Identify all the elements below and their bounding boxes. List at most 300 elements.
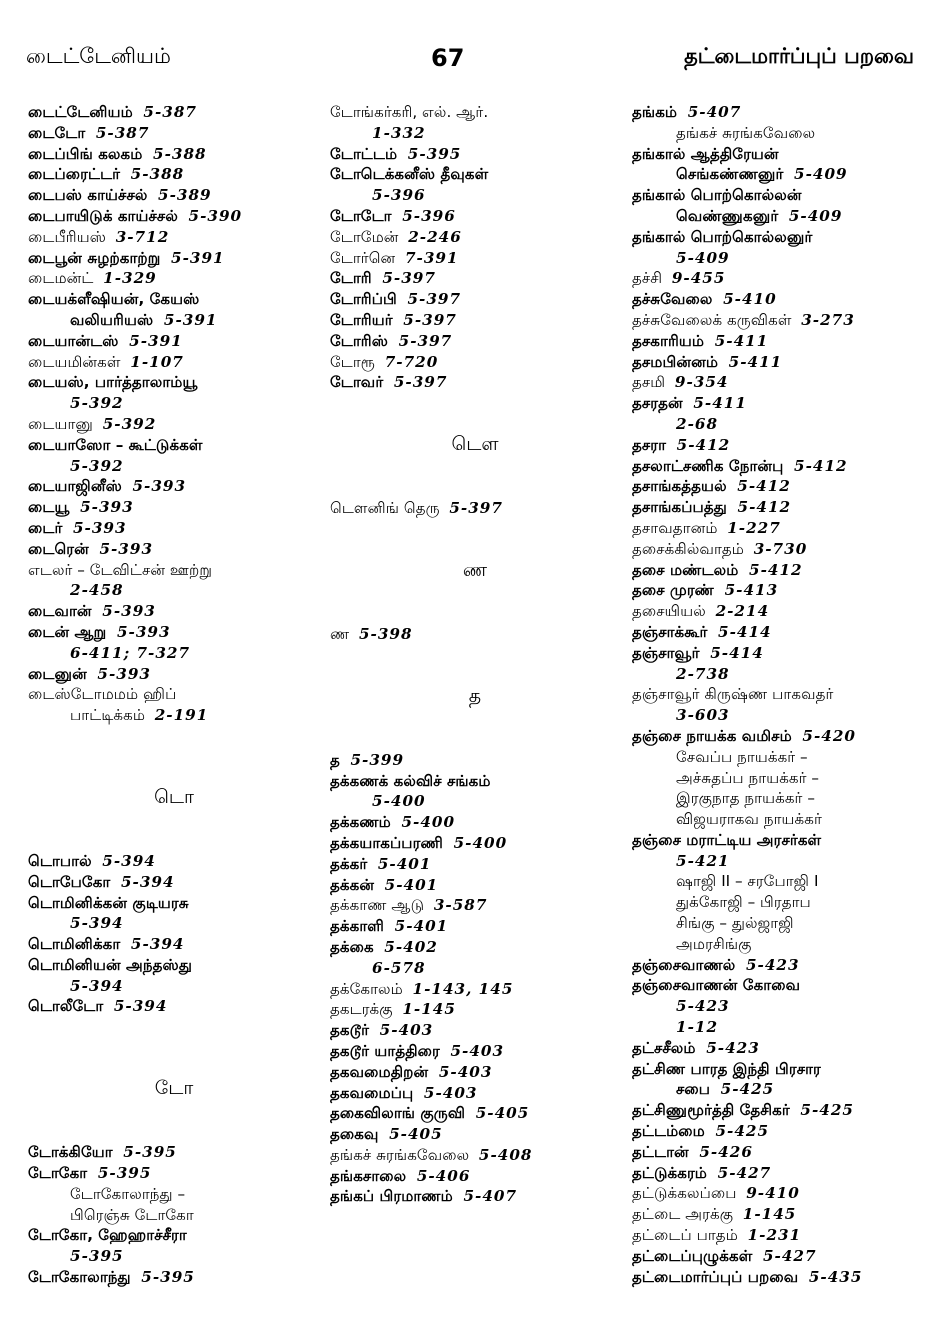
entry-term: இரகுநாத நாயக்கர் – bbox=[676, 789, 815, 808]
entry-term: தங்கால் ஆத்திரேயன் bbox=[632, 144, 779, 163]
entry-page-ref: 5-394 bbox=[102, 851, 156, 870]
index-entry bbox=[330, 833, 620, 854]
entry-term: டொபேகோ bbox=[28, 872, 111, 891]
entry-term: டையாஜினீஸ் bbox=[28, 477, 122, 496]
index-entry bbox=[632, 1038, 932, 1059]
index-entry bbox=[330, 352, 620, 373]
index-entry bbox=[28, 289, 320, 310]
entry-page-ref: 5-412 bbox=[794, 456, 848, 475]
entry-term: டொமினியன் அந்தஸ்து bbox=[28, 955, 192, 974]
index-entry bbox=[632, 289, 932, 310]
index-entry bbox=[330, 227, 620, 248]
entry-term: டையாஸோ – கூட்டுக்கள் bbox=[28, 435, 203, 454]
index-entry bbox=[632, 372, 932, 393]
index-entry bbox=[28, 539, 320, 560]
entry-page-ref: 5-412 bbox=[737, 477, 791, 496]
entry-page-ref: 1-143, 145 bbox=[412, 979, 514, 998]
index-entry bbox=[28, 331, 320, 352]
index-entry bbox=[28, 872, 320, 893]
entry-page-ref: 5-405 bbox=[389, 1125, 443, 1144]
entry-page-ref: 5-423 bbox=[676, 997, 730, 1016]
index-entry bbox=[28, 227, 320, 248]
entry-term: டோர்னெ bbox=[330, 248, 396, 267]
entry-page-ref: 5-395 bbox=[70, 1247, 124, 1266]
spacer bbox=[330, 393, 620, 433]
entry-page-ref: 5-395 bbox=[141, 1268, 195, 1287]
page-number: 67 bbox=[431, 44, 465, 72]
entry-term: தஞ்சைவாணன் கோவை bbox=[632, 976, 801, 995]
entry-page-ref: 2-68 bbox=[676, 414, 719, 433]
entry-page-ref: 5-435 bbox=[808, 1267, 863, 1286]
entry-term: தட்டம்மை bbox=[632, 1122, 705, 1141]
spacer bbox=[330, 584, 620, 624]
index-entry bbox=[330, 1166, 620, 1187]
entry-term: தட்டுக்கலப்பை bbox=[632, 1184, 737, 1203]
index-entry bbox=[28, 934, 320, 955]
index-entry bbox=[28, 1163, 320, 1184]
entry-term: தங்கசாலை bbox=[330, 1166, 407, 1185]
entry-term: டைட்டேனியம் bbox=[28, 103, 133, 121]
index-entry bbox=[28, 456, 320, 477]
entry-page-ref: 1-145 bbox=[742, 1205, 797, 1224]
entry-term: டோரியர் bbox=[330, 310, 393, 329]
index-entry bbox=[28, 123, 320, 144]
index-entry bbox=[632, 601, 932, 622]
entry-page-ref: 5-414 bbox=[710, 643, 764, 662]
index-entry bbox=[632, 414, 932, 435]
entry-page-ref: 5-403 bbox=[379, 1021, 434, 1040]
entry-term: டைடோ bbox=[28, 123, 86, 142]
entry-page-ref: 5-425 bbox=[715, 1122, 770, 1141]
entry-page-ref: 5-397 bbox=[407, 290, 462, 309]
spacer bbox=[330, 710, 620, 750]
spacer bbox=[330, 519, 620, 559]
index-entry bbox=[330, 979, 620, 1000]
index-entry bbox=[330, 937, 620, 958]
index-entry bbox=[632, 684, 932, 705]
index-entry bbox=[330, 123, 620, 144]
entry-page-ref: 5-397 bbox=[403, 310, 457, 329]
entry-term: தக்காண ஆடு bbox=[330, 896, 425, 915]
index-entry bbox=[632, 1142, 932, 1163]
entry-term: தச்சுவேலைக் கருவிகள் bbox=[632, 310, 792, 329]
entry-term: தசரதன் bbox=[632, 394, 683, 413]
page-header bbox=[26, 44, 914, 80]
index-entry bbox=[632, 1225, 932, 1246]
entry-page-ref: 5-412 bbox=[737, 498, 792, 517]
index-entry bbox=[330, 310, 620, 331]
entry-term: டோரிப்பி bbox=[330, 290, 397, 309]
entry-page-ref: 5-391 bbox=[163, 310, 218, 329]
section-heading: டொ bbox=[154, 785, 194, 808]
entry-term: தகடூர் bbox=[330, 1021, 370, 1040]
entry-page-ref: 5-397 bbox=[449, 499, 503, 518]
entry-term: தக்கர் bbox=[330, 854, 368, 873]
entry-page-ref: 5-405 bbox=[475, 1104, 530, 1123]
index-entry bbox=[632, 1246, 932, 1267]
index-entry bbox=[28, 664, 320, 685]
index-entry bbox=[28, 206, 320, 227]
index-entry bbox=[330, 1103, 620, 1124]
running-head-left: டைட்டேனியம் bbox=[26, 44, 171, 68]
entry-term: டோவர் bbox=[330, 373, 384, 392]
entry-term: தகைவிலாங் குருவி bbox=[330, 1104, 466, 1123]
entry-page-ref: 2-738 bbox=[676, 664, 730, 683]
spacer bbox=[330, 645, 620, 685]
index-entry bbox=[28, 580, 320, 601]
entry-term: தங்கம் bbox=[632, 103, 678, 121]
entry-term: தக்கன் bbox=[330, 875, 375, 894]
index-entry bbox=[28, 414, 320, 435]
index-entry bbox=[632, 809, 932, 830]
index-entry bbox=[28, 851, 320, 872]
entry-term: டோடோ bbox=[330, 206, 392, 225]
index-entry bbox=[28, 996, 320, 1017]
entry-term: தசை மண்டலம் bbox=[632, 560, 739, 579]
index-entry bbox=[330, 771, 620, 792]
entry-term: சிங்கு – துல்ஜாஜி bbox=[676, 914, 794, 933]
entry-page-ref: 9-354 bbox=[674, 373, 729, 392]
entry-page-ref: 5-403 bbox=[423, 1083, 478, 1102]
entry-page-ref: 5-396 bbox=[402, 206, 456, 225]
index-entry bbox=[632, 206, 932, 227]
index-entry bbox=[28, 352, 320, 373]
spacer bbox=[28, 811, 320, 851]
index-entry bbox=[330, 1062, 620, 1083]
index-entry bbox=[28, 497, 320, 518]
entry-term: தக்கணக் கல்விச் சங்கம் bbox=[330, 771, 491, 790]
entry-page-ref: 5-426 bbox=[699, 1142, 753, 1161]
index-entry bbox=[330, 875, 620, 896]
index-entry bbox=[632, 1183, 932, 1204]
entry-term: டைரென் bbox=[28, 539, 89, 558]
entry-term: தங்கச் சுரங்கவேலை bbox=[330, 1145, 470, 1164]
entry-page-ref: 5-388 bbox=[130, 165, 185, 184]
index-entry bbox=[632, 622, 932, 643]
entry-term: டொமினிக்கன் குடியரசு bbox=[28, 893, 189, 912]
entry-term: தங்கப் பிரமாணம் bbox=[330, 1187, 453, 1206]
spacer bbox=[28, 1102, 320, 1142]
index-entry bbox=[28, 518, 320, 539]
index-entry bbox=[330, 498, 620, 519]
entry-page-ref: 5-394 bbox=[120, 872, 175, 891]
entry-page-ref: 5-401 bbox=[384, 875, 439, 894]
entry-page-ref: 5-402 bbox=[384, 937, 438, 956]
entry-term: டோக்கியோ bbox=[28, 1143, 113, 1162]
index-entry bbox=[28, 185, 320, 206]
index-entry bbox=[330, 1186, 620, 1207]
index-entry bbox=[632, 726, 932, 747]
entry-term: தக்கணம் bbox=[330, 813, 391, 832]
entry-term: தச்சி bbox=[632, 269, 663, 288]
index-entry bbox=[632, 768, 932, 789]
index-entry bbox=[632, 518, 932, 539]
entry-term: டையஸ், பார்த்தாலாம்யூ bbox=[28, 373, 198, 392]
index-entry bbox=[632, 830, 932, 851]
entry-page-ref: 9-410 bbox=[746, 1184, 800, 1203]
entry-term: செங்கண்ணனுர் bbox=[676, 165, 784, 184]
entry-term: டையமின்கள் bbox=[28, 352, 121, 371]
entry-page-ref: 1-231 bbox=[747, 1226, 802, 1245]
entry-term: டைர் bbox=[28, 518, 63, 537]
entry-term: டைப்ரைட்டர் bbox=[28, 165, 121, 184]
index-entry bbox=[330, 206, 620, 227]
entry-term: தகடூர் யாத்திரை bbox=[330, 1041, 440, 1060]
entry-term: டோகோலாந்து – bbox=[70, 1184, 186, 1203]
index-entry bbox=[330, 624, 620, 645]
entry-term: தசகாரியம் bbox=[632, 331, 705, 350]
index-entry bbox=[632, 892, 932, 913]
index-entry bbox=[330, 268, 620, 289]
index-entry bbox=[632, 456, 932, 477]
entry-term: டைபூன் சுழற்காற்று bbox=[28, 248, 161, 267]
index-entry bbox=[330, 102, 620, 123]
entry-term: டையக்ளீஷியன், கேயஸ் bbox=[28, 290, 200, 309]
index-entry bbox=[28, 268, 320, 289]
entry-page-ref: 2-246 bbox=[408, 227, 462, 246]
entry-page-ref: 5-406 bbox=[416, 1166, 471, 1185]
entry-term: பிரெஞ்சு டோகோ bbox=[70, 1205, 194, 1224]
entry-term: டோரூ bbox=[330, 352, 376, 371]
entry-page-ref: 2-214 bbox=[715, 602, 770, 621]
entry-page-ref: 5-410 bbox=[723, 290, 777, 309]
entry-term: தட்சசீலம் bbox=[632, 1038, 696, 1057]
entry-term: தங்கால் பொற்கொல்லனுர் bbox=[632, 227, 813, 246]
entry-term: தட்டுக்கரம் bbox=[632, 1163, 708, 1182]
index-entry bbox=[632, 393, 932, 414]
index-entry bbox=[330, 854, 620, 875]
entry-page-ref: 5-423 bbox=[745, 955, 800, 974]
entry-page-ref: 5-423 bbox=[706, 1038, 760, 1057]
index-entry bbox=[632, 435, 932, 456]
index-entry bbox=[632, 227, 932, 248]
entry-term: டைவான் bbox=[28, 602, 92, 621]
index-entry bbox=[632, 1059, 932, 1080]
entry-page-ref: 5-391 bbox=[171, 248, 225, 267]
entry-page-ref: 3-603 bbox=[676, 706, 730, 725]
section-heading: டோ bbox=[154, 1077, 194, 1100]
index-entry bbox=[28, 476, 320, 497]
entry-page-ref: 5-409 bbox=[676, 248, 730, 267]
entry-page-ref: 5-393 bbox=[102, 602, 156, 621]
entry-page-ref: 5-427 bbox=[762, 1246, 817, 1265]
index-entry bbox=[330, 791, 620, 812]
entry-term: தகவமைப்பு bbox=[330, 1083, 414, 1102]
entry-page-ref: 1-329 bbox=[103, 269, 157, 288]
entry-page-ref: 5-392 bbox=[102, 414, 157, 433]
entry-page-ref: 1-227 bbox=[727, 518, 781, 537]
entry-page-ref: 5-411 bbox=[693, 394, 747, 413]
entry-page-ref: 6-578 bbox=[372, 958, 426, 977]
index-entry bbox=[28, 893, 320, 914]
spacer bbox=[330, 458, 620, 498]
entry-term: தஞ்சாக்கூர் bbox=[632, 622, 708, 641]
entry-page-ref: 5-403 bbox=[450, 1041, 505, 1060]
index-entry bbox=[632, 497, 932, 518]
index-entry bbox=[330, 144, 620, 165]
index-entry bbox=[330, 1020, 620, 1041]
entry-page-ref: 5-397 bbox=[393, 373, 448, 392]
entry-page-ref: 5-400 bbox=[453, 833, 508, 852]
entry-page-ref: 5-421 bbox=[676, 851, 730, 870]
entry-page-ref: 5-397 bbox=[382, 269, 436, 288]
entry-term: டைபஸ் காய்ச்சல் bbox=[28, 186, 148, 205]
index-entry bbox=[330, 895, 620, 916]
entry-term: தட்சிணுமூர்த்தி தேசிகர் bbox=[632, 1101, 790, 1120]
entry-term: அச்சுதப்ப நாயக்கர் – bbox=[676, 768, 820, 787]
entry-page-ref: 5-398 bbox=[358, 624, 413, 643]
index-entry bbox=[28, 622, 320, 643]
index-entry bbox=[632, 788, 932, 809]
entry-page-ref: 3-730 bbox=[753, 539, 808, 558]
entry-term: வலியரியஸ் bbox=[70, 310, 154, 329]
section-heading: டௌ bbox=[451, 433, 499, 456]
index-entry bbox=[28, 913, 320, 934]
index-entry bbox=[632, 1204, 932, 1225]
entry-page-ref: 5-394 bbox=[70, 976, 124, 995]
entry-term: டௌனிங் தெரு bbox=[330, 499, 440, 518]
entry-page-ref: 9-455 bbox=[671, 269, 726, 288]
entry-page-ref: 7-391 bbox=[404, 248, 459, 267]
entry-term: தசையியல் bbox=[632, 602, 706, 621]
entry-term: தசை முரண் bbox=[632, 581, 714, 600]
entry-term: சபை bbox=[676, 1080, 711, 1099]
index-entry bbox=[330, 331, 620, 352]
index-entry bbox=[632, 996, 932, 1017]
entry-page-ref: 1-332 bbox=[372, 123, 426, 142]
index-entry bbox=[28, 164, 320, 185]
entry-term: தஞ்சைவாணல் bbox=[632, 955, 736, 974]
entry-term: வெண்ணுகனுர் bbox=[676, 206, 779, 225]
index-entry bbox=[632, 851, 932, 872]
spacer bbox=[28, 1017, 320, 1077]
entry-page-ref: 5-393 bbox=[99, 539, 154, 558]
index-entry bbox=[632, 643, 932, 664]
index-entry bbox=[28, 393, 320, 414]
entry-page-ref: 5-393 bbox=[116, 622, 171, 641]
entry-page-ref: 5-395 bbox=[97, 1164, 152, 1183]
entry-page-ref: 5-425 bbox=[800, 1101, 854, 1120]
entry-term: எடலர் – டேவிட்சன் ஊற்று bbox=[28, 560, 213, 579]
entry-term: டைமன்ட் bbox=[28, 269, 94, 288]
index-entry bbox=[632, 934, 932, 955]
index-entry bbox=[632, 539, 932, 560]
entry-term: ஷாஜி II – சரபோஜி I bbox=[676, 872, 819, 891]
index-entry bbox=[28, 560, 320, 581]
section-heading: ண bbox=[462, 558, 488, 581]
entry-term: ண bbox=[330, 624, 350, 643]
running-head-right: தட்டைமார்ப்புப் பறவை bbox=[684, 44, 914, 68]
entry-term: தசரா bbox=[632, 435, 667, 454]
entry-term: தக்காளி bbox=[330, 917, 385, 936]
index-entry bbox=[330, 1124, 620, 1145]
entry-term: தஞ்சை நாயக்க வமிசம் bbox=[632, 726, 792, 745]
index-entry bbox=[632, 580, 932, 601]
entry-page-ref: 5-420 bbox=[802, 726, 856, 745]
entry-term: டொபால் bbox=[28, 851, 92, 870]
entry-page-ref: 3-587 bbox=[433, 896, 488, 915]
index-entry bbox=[28, 684, 320, 705]
entry-term: சேவப்ப நாயக்கர் – bbox=[676, 747, 808, 766]
index-entry bbox=[632, 331, 932, 352]
entry-page-ref: 7-720 bbox=[384, 352, 439, 371]
entry-page-ref: 5-411 bbox=[728, 352, 783, 371]
entry-page-ref: 5-408 bbox=[478, 1145, 533, 1164]
index-entry bbox=[632, 1100, 932, 1121]
entry-page-ref: 5-393 bbox=[132, 477, 187, 496]
entry-term: தசலாட்சணிக நோன்பு bbox=[632, 456, 784, 475]
entry-page-ref: 5-394 bbox=[130, 935, 185, 954]
index-entry bbox=[632, 747, 932, 768]
entry-term: தகைவு bbox=[330, 1125, 379, 1144]
entry-page-ref: 5-400 bbox=[401, 813, 456, 832]
entry-term: தங்கால் பொற்கொல்லன் bbox=[632, 186, 802, 205]
index-entry bbox=[632, 1121, 932, 1142]
index-entry bbox=[28, 1184, 320, 1205]
entry-term: டோங்கர்கரி, எல். ஆர். bbox=[330, 103, 489, 121]
entry-page-ref: 6-411; 7-327 bbox=[70, 643, 191, 662]
entry-term: தசாங்கப்பத்து bbox=[632, 498, 727, 517]
entry-page-ref: 5-409 bbox=[794, 165, 848, 184]
entry-page-ref: 3-273 bbox=[801, 310, 855, 329]
entry-page-ref: 5-414 bbox=[718, 622, 772, 641]
entry-term: தட்டை அரக்கு bbox=[632, 1205, 734, 1224]
index-entry bbox=[28, 310, 320, 331]
entry-term: தக்கயாகப்பரணி bbox=[330, 833, 444, 852]
index-entry bbox=[632, 268, 932, 289]
index-entry bbox=[330, 958, 620, 979]
index-entry bbox=[632, 352, 932, 373]
entry-term: டையான்டஸ் bbox=[28, 331, 119, 350]
entry-term: தசமபின்னம் bbox=[632, 352, 719, 371]
entry-term: தட்டைப் பாதம் bbox=[632, 1226, 738, 1245]
entry-page-ref: 5-412 bbox=[749, 560, 803, 579]
entry-page-ref: 5-389 bbox=[158, 186, 212, 205]
entry-term: டைனுன் bbox=[28, 664, 87, 683]
entry-term: தட்டைப்புழுக்கள் bbox=[632, 1246, 753, 1265]
index-entry bbox=[632, 975, 932, 996]
entry-term: விஜயராகவ நாயக்கர் bbox=[676, 810, 822, 829]
index-entry bbox=[632, 560, 932, 581]
entry-term: டொலீடோ bbox=[28, 997, 104, 1016]
entry-term: டோகோ, ஹேஹாச்சீரா bbox=[28, 1226, 187, 1245]
index-entry bbox=[632, 1267, 932, 1288]
entry-page-ref: 5-411 bbox=[714, 331, 769, 350]
index-entry bbox=[632, 164, 932, 185]
entry-term: த bbox=[330, 750, 340, 769]
entry-term: டோமேன் bbox=[330, 227, 399, 246]
index-entry bbox=[330, 916, 620, 937]
index-entry bbox=[632, 1017, 932, 1038]
index-entry bbox=[28, 1246, 320, 1267]
entry-page-ref: 1-145 bbox=[402, 1000, 456, 1019]
entry-page-ref: 5-394 bbox=[113, 997, 168, 1016]
entry-page-ref: 3-712 bbox=[115, 227, 170, 246]
entry-page-ref: 5-395 bbox=[407, 144, 462, 163]
entry-page-ref: 1-107 bbox=[130, 352, 184, 371]
entry-page-ref: 5-388 bbox=[153, 144, 207, 163]
entry-page-ref: 5-392 bbox=[70, 456, 124, 475]
index-entry bbox=[330, 164, 620, 185]
entry-term: டோகோலாந்து bbox=[28, 1268, 131, 1287]
index-entry bbox=[632, 102, 932, 123]
entry-page-ref: 5-407 bbox=[463, 1187, 518, 1206]
index-entry bbox=[330, 1041, 620, 1062]
entry-term: டோரி bbox=[330, 269, 372, 288]
index-entry bbox=[632, 248, 932, 269]
index-entry bbox=[330, 999, 620, 1020]
entry-term: டோட்டம் bbox=[330, 144, 398, 163]
